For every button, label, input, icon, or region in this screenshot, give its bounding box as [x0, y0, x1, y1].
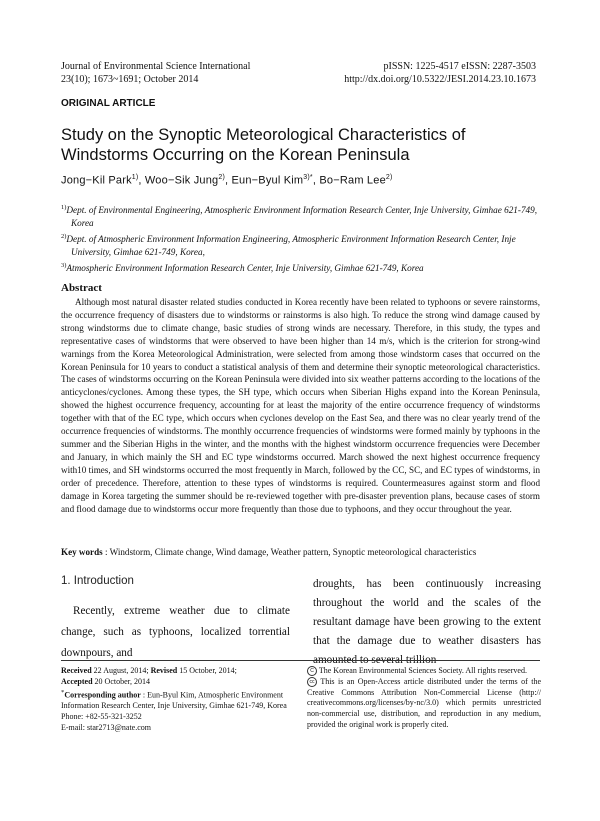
copyright-notice: [307, 666, 541, 731]
intro-right-column: droughts, has been continuously increasing throughout the world and the scales of the resultant damage have been growing to the extent that the damage due to weather disasters has amounted to several trillion: [313, 578, 541, 666]
author-affil-mark: 2): [385, 174, 393, 181]
accepted-date: 20 October, 2014: [94, 676, 150, 686]
journal-volume: 23(10); 1673~1691; October 2014: [61, 74, 199, 85]
author-list: Jong−Kil Park$^{1)}$, Woo−Sik Jung$^{2)}$, Eun−Byul Kim$^{3)*}$, Bo−Ram Lee$^{2)}$: [61, 174, 393, 187]
journal-name: Journal of Environmental Science International: [61, 61, 251, 72]
paper-title: Study on the Synoptic Meteorological Characteristics of Windstorms Occurring on the Korean Peninsula: [61, 126, 466, 164]
keywords: Key words : Windstorm, Climate change, Wind damage, Weather pattern, Synoptic meteorological characteristics: [61, 547, 477, 557]
corresponding-author-label: Corresponding author: [64, 690, 141, 700]
author-name: Eun−Byul Kim: [231, 174, 304, 187]
issn-header: [344, 60, 536, 86]
corresponding-author-text: : Eun-Byul Kim, Atmospheric Environment Information Research Center, Inje University, Gimhae 621-749, Korea: [61, 690, 287, 711]
author-affil-mark: 1): [131, 174, 139, 181]
keywords-text: Windstorm, Climate change, Wind damage, Weather pattern, Synoptic meteorological characteristics: [109, 547, 477, 557]
license-text: This is an Open-Access article distributed under the terms of the Creative Commons Attribution Non-Commercial License (http:// creativecommons.org/licenses/by-nc/3.0) which permits unrestricted non-commercial use, distribution, and reproduction in any medium, provided the original work is properly cited.: [307, 676, 541, 729]
intro-left-column: Recently, extreme weather due to climate change, such as typhoons, localized torrential downpours, and: [61, 605, 290, 659]
keywords-label: Key words: [61, 547, 103, 557]
phone: Phone: +82-55-321-3252: [61, 711, 142, 721]
revised-date: 15 October, 2014;: [179, 666, 237, 675]
author-affil-mark: 3)*: [303, 174, 313, 181]
open-access-icon: cc: [307, 677, 317, 687]
affiliation-item: $^{2)}$Dept. of Atmospheric Environment Information Engineering, Atmospheric Environment Information Research Center, Inje University, Gimhae 621-749, Korea,: [61, 233, 516, 258]
issn: pISSN: 1225-4517 eISSN: 2287-3503: [383, 61, 536, 72]
affiliation-item: $^{3)}$Atmospheric Environment Information Research Center, Inje University, Gimhae 621-749, Korea: [61, 262, 424, 274]
author-affil-mark: 2): [218, 174, 225, 181]
affiliations: [61, 201, 541, 275]
received-date: 22 August, 2014;: [93, 666, 149, 675]
article-type: ORIGINAL ARTICLE: [61, 98, 156, 109]
doi-link[interactable]: http://dx.doi.org/10.5322/JESI.2014.23.10.1673: [344, 74, 536, 85]
author-name: Woo−Sik Jung: [144, 174, 219, 187]
copyright-icon: C: [307, 666, 317, 676]
affiliation-item: $^{1)}$Dept. of Environmental Engineering, Atmospheric Environment Information Research Center, Inje University, Gimhae 621-749, Korea: [61, 204, 538, 229]
abstract-heading: Abstract: [61, 282, 102, 294]
author-name: Jong−Kil Park: [61, 174, 132, 187]
copyright-text: The Korean Environmental Sciences Society. All rights reserved.: [318, 666, 527, 675]
author-name: Bo−Ram Lee: [319, 174, 386, 187]
journal-header: [61, 60, 250, 86]
article-history: Received 22 August, 2014; Revised 15 October, 2014; Accepted 20 October, 2014 *Corresponding author : Eun-Byul Kim, Atmospheric Environment Information Research Center, Inje University, Gimhae 621-749, Korea Phone: +82-55-321-3252 E-mail: star2713@nate.com: [61, 666, 293, 733]
email[interactable]: E-mail: star2713@nate.com: [61, 722, 152, 732]
section-heading: 1. Introduction: [61, 575, 134, 587]
footer-divider: [61, 660, 540, 661]
abstract-body: Although most natural disaster related studies conducted in Korea recently have been related to typhoons or severe rainstorms, the occurrence frequency of disasters due to windstorms or rainstorms is also high. To reduce the strong wind damage caused by strong windstorms due to climate change, basic studies of strong winds are necessary. Therefore, in this study, the types and representative cases of windstorms that were observed to have been higher than 14 m/s, which is the criterion for strong-wind warnings from the Korea Meteorological Administration, were selected from among those windstorm cases that occurred on the Korean Peninsula for 10 years to conduct a statistical analysis of them and determine their synoptic meteorological characteristics. The cases of windstorms occurring on the Korean Peninsula were divided into six weather patterns according to the locations of the anticyclones/cyclones. Among these types, the SH type, which occurs when Siberian Highs expand into the Korean Peninsula, showed the highest occurrence frequency, accounting for at least the majority of the entire occurrence frequency of windstorms together with that of the EC type, which occurs when cyclones develop on the East Sea, and there was no clear yearly trend of the occurrence frequencies of windstorms. The monthly occurrence frequencies of windstorms were formed mainly by typhoons in the summer and the Siberian Highs in the winter, and the months with the highest windstorm occurrence frequencies were December and January, in which mainly the SH and EC type windstorms occurred. March showed the next highest occurrence frequency with10 times, and SH windstorms occurred the most frequently in March, followed by the CC, SC, and EC types of windstorms, in order of precedence. Therefore, attention to these types of windstorms is required. Countermeasures against storm and flood damage in Korea targeting the summer should be re-reviewed together with pre-disaster prevention plans, because cases of storm and flood damage due to windstorms occur more frequently than those due to typhoons, and they occur throughout the year.: [61, 297, 540, 514]
